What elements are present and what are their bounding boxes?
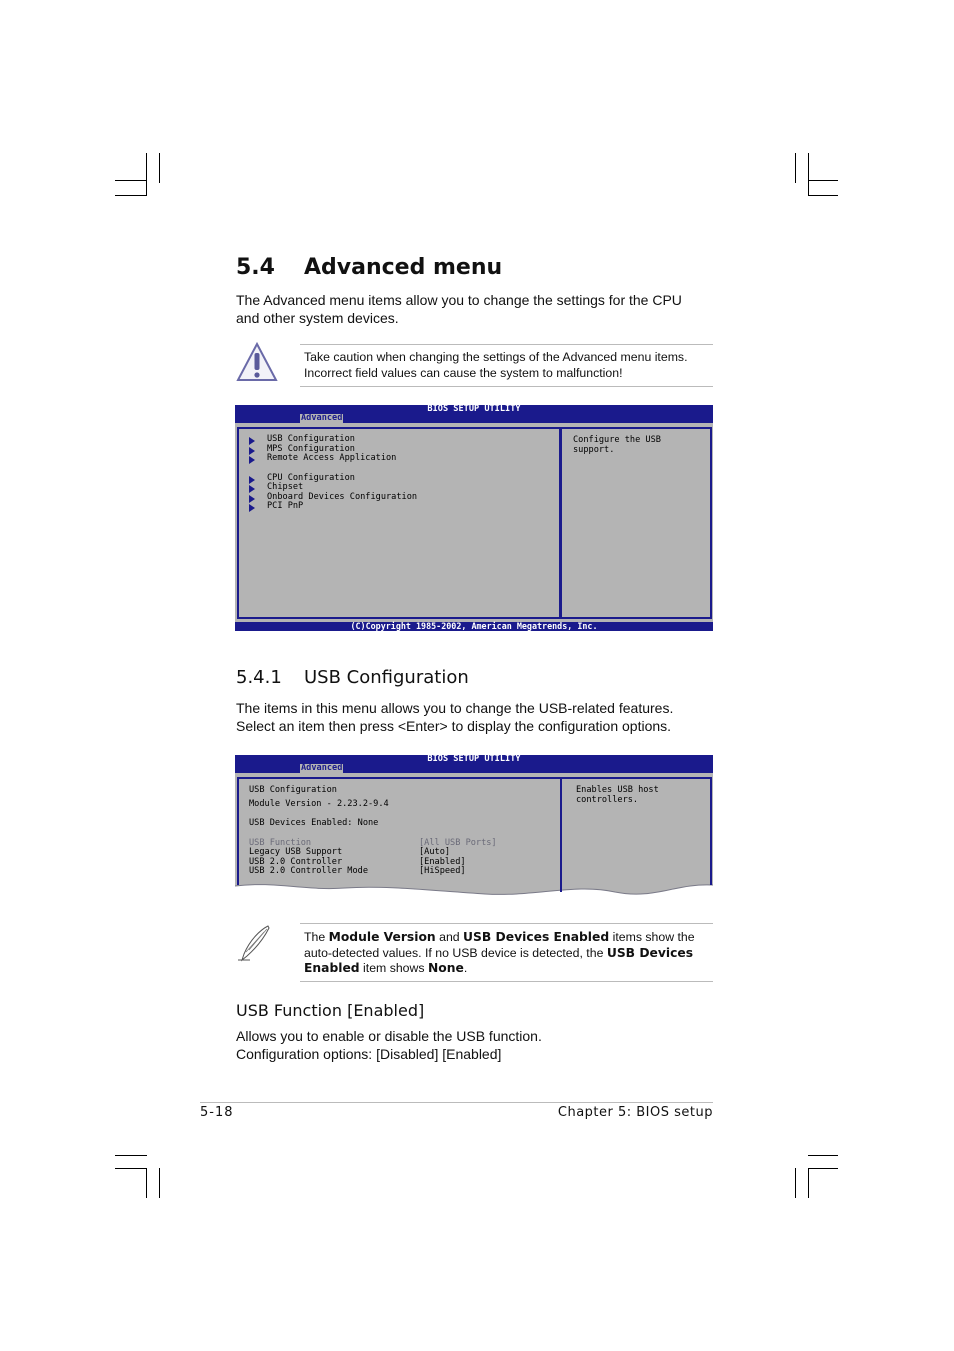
submenu-arrow-icon xyxy=(249,495,255,503)
intro-paragraph xyxy=(236,292,682,327)
crop-mark xyxy=(115,1168,147,1169)
note-line: auto-detected values. If no USB device is detected, the USB Devices xyxy=(304,945,694,960)
setting-usb2-controller-value[interactable]: [Enabled] xyxy=(419,857,466,867)
bios-title: BIOS SETUP UTILITY xyxy=(427,754,521,764)
caution-line: Incorrect field values can cause the system to malfunction! xyxy=(304,365,623,380)
submenu-arrow-icon xyxy=(249,456,255,464)
crop-mark xyxy=(159,153,160,183)
crop-mark xyxy=(808,153,809,195)
note-line: The Module Version and USB Devices Enabled items show the xyxy=(304,930,695,944)
crop-mark xyxy=(115,180,147,181)
caution-icon xyxy=(236,341,278,383)
section-heading xyxy=(236,255,502,280)
footer-rule xyxy=(200,1102,713,1103)
menu-item-mps-configuration[interactable]: MPS Configuration xyxy=(267,444,355,454)
usb-function-line: Allows you to enable or disable the USB function. xyxy=(236,1028,542,1044)
bios-help-panel xyxy=(560,427,712,619)
caution-box xyxy=(300,344,713,387)
bios-screen-usb xyxy=(235,755,713,900)
crop-mark xyxy=(795,153,796,183)
tab-advanced[interactable]: Advanced xyxy=(301,763,343,773)
note-box xyxy=(300,923,713,982)
usb-intro-line: Select an item then press <Enter> to display the configuration options. xyxy=(236,717,672,734)
bios-screen-advanced xyxy=(235,405,713,631)
menu-item-remote-access[interactable]: Remote Access Application xyxy=(267,453,397,463)
frame-divider xyxy=(560,777,562,892)
crop-mark xyxy=(115,1155,147,1156)
crop-mark xyxy=(159,1168,160,1198)
submenu-arrow-icon xyxy=(249,476,255,484)
crop-mark xyxy=(808,1168,838,1169)
bios-copyright: (C)Copyright 1985-2002, American Megatrends, Inc. xyxy=(235,622,713,631)
menu-item-usb-configuration[interactable]: USB Configuration xyxy=(267,434,355,444)
usb-devices-enabled: USB Devices Enabled: None xyxy=(249,818,379,828)
page-number: 5-18 xyxy=(200,1105,234,1120)
usb-intro-line: The items in this menu allows you to change the USB-related features. xyxy=(236,700,674,716)
crop-mark xyxy=(146,153,147,195)
usb-config-heading: USB Configuration xyxy=(249,785,337,795)
setting-legacy-usb-label[interactable]: Legacy USB Support xyxy=(249,847,343,857)
caution-line: Take caution when changing the settings of the Advanced menu items. xyxy=(304,350,688,364)
submenu-arrow-icon xyxy=(249,447,255,455)
help-text: Configure the USB support. xyxy=(573,435,661,455)
crop-mark xyxy=(808,1168,809,1198)
note-pen-icon xyxy=(236,924,272,964)
setting-usb2-mode-label[interactable]: USB 2.0 Controller Mode xyxy=(249,866,368,876)
crop-mark xyxy=(115,195,147,196)
menu-item-cpu-configuration[interactable]: CPU Configuration xyxy=(267,473,355,483)
usb-intro-paragraph xyxy=(236,700,673,735)
intro-line: and other system devices. xyxy=(236,309,399,326)
crop-mark xyxy=(146,1168,147,1198)
usb-function-paragraph xyxy=(236,1028,542,1063)
submenu-arrow-icon xyxy=(249,504,255,512)
frame-edge xyxy=(237,777,711,779)
menu-item-chipset[interactable]: Chipset xyxy=(267,482,304,492)
frame-edge xyxy=(710,777,712,885)
crop-mark xyxy=(808,1155,838,1156)
setting-legacy-usb-value[interactable]: [Auto] xyxy=(419,847,451,857)
crop-mark xyxy=(808,180,838,181)
note-line: Enabled item shows None. xyxy=(304,961,468,975)
submenu-arrow-icon xyxy=(249,437,255,445)
section-title: Advanced menu xyxy=(304,255,503,280)
chapter-label: Chapter 5: BIOS setup xyxy=(557,1105,713,1120)
setting-usb2-controller-label[interactable]: USB 2.0 Controller xyxy=(249,857,343,867)
crop-mark xyxy=(808,195,838,196)
setting-usb-function-value[interactable]: [All USB Ports] xyxy=(419,838,497,848)
module-version: Module Version - 2.23.2-9.4 xyxy=(249,799,389,809)
menu-item-onboard-devices[interactable]: Onboard Devices Configuration xyxy=(267,492,418,502)
usb-function-heading: USB Function [Enabled] xyxy=(236,1001,425,1020)
intro-line: The Advanced menu items allow you to change the settings for the CPU xyxy=(236,292,682,308)
crop-mark xyxy=(795,1168,796,1198)
tab-advanced[interactable]: Advanced xyxy=(301,413,343,423)
subsection-title: USB Configuration xyxy=(304,667,469,688)
submenu-arrow-icon xyxy=(249,485,255,493)
bios-title: BIOS SETUP UTILITY xyxy=(427,404,521,414)
frame-edge xyxy=(237,777,239,885)
setting-usb2-mode-value[interactable]: [HiSpeed] xyxy=(419,866,466,876)
help-text: Enables USB host controllers. xyxy=(576,785,659,805)
subsection-heading xyxy=(236,667,469,688)
menu-item-pci-pnp[interactable]: PCI PnP xyxy=(267,501,304,511)
usb-function-line: Configuration options: [Disabled] [Enabled] xyxy=(236,1045,502,1062)
subsection-number: 5.4.1 xyxy=(236,667,282,688)
setting-usb-function-label[interactable]: USB Function xyxy=(249,838,312,848)
section-number: 5.4 xyxy=(236,255,275,280)
